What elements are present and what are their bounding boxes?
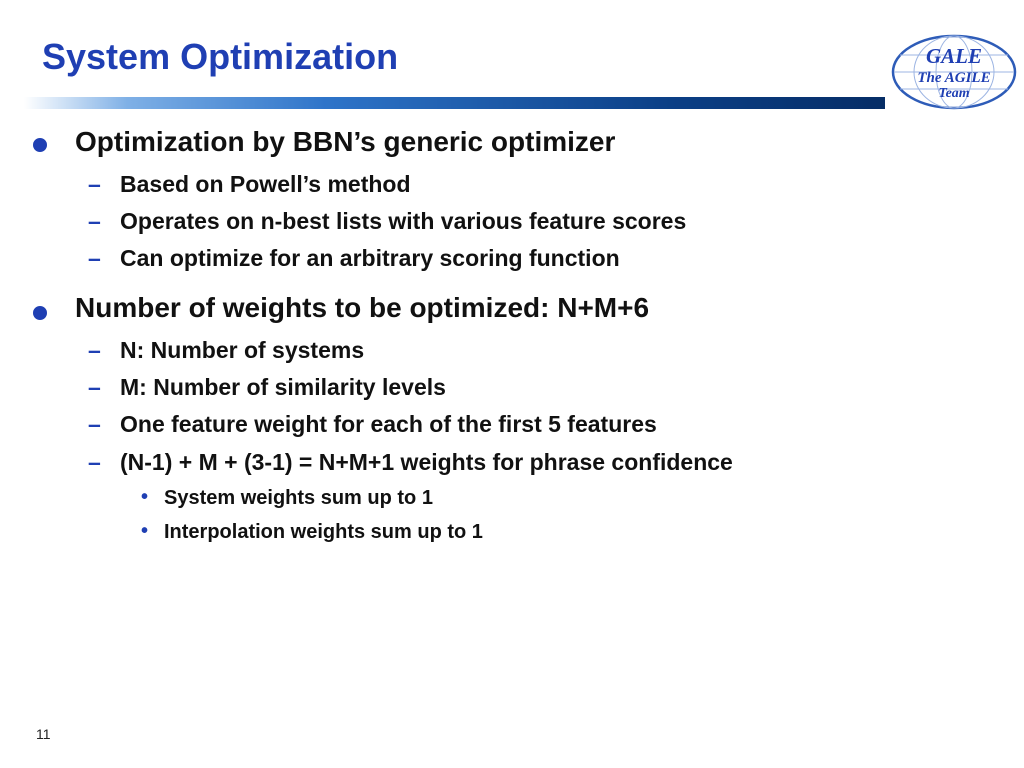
gale-agile-team-logo bbox=[890, 33, 1018, 111]
dash-marker: – bbox=[88, 337, 101, 363]
bullet-dot bbox=[33, 138, 47, 152]
bullet-1-text: Optimization by BBN’s generic optimizer bbox=[75, 126, 616, 157]
dash-marker: – bbox=[88, 208, 101, 234]
small-bullet-marker: • bbox=[141, 486, 149, 508]
bullet-2-sub-4-item-2: Interpolation weights sum up to 1 bbox=[164, 521, 483, 543]
bullet-2-sub-4-item-1: System weights sum up to 1 bbox=[164, 487, 433, 509]
bullet-2-sub-1: N: Number of systems bbox=[120, 337, 365, 363]
dash-marker: – bbox=[88, 171, 101, 197]
dash-marker: – bbox=[88, 374, 101, 400]
page-number: 11 bbox=[36, 726, 51, 742]
bullet-2-text: Number of weights to be optimized: N+M+6 bbox=[75, 292, 650, 323]
logo-line2: The AGILE bbox=[917, 70, 991, 86]
bullet-1-sub-2: Operates on n-best lists with various feature scores bbox=[120, 208, 687, 234]
dash-marker: – bbox=[88, 411, 101, 437]
bullet-2-sub-3: One feature weight for each of the first 5 features bbox=[120, 411, 657, 437]
title-underline-bar bbox=[24, 97, 885, 109]
slide-title: System Optimization bbox=[42, 36, 399, 77]
small-bullet-marker: • bbox=[141, 520, 149, 542]
bullet-2-sub-2: M: Number of similarity levels bbox=[120, 374, 446, 400]
dash-marker: – bbox=[88, 449, 101, 475]
bullet-1-sub-1: Based on Powell’s method bbox=[120, 171, 411, 197]
bullet-1-sub-3: Can optimize for an arbitrary scoring function bbox=[120, 245, 620, 271]
logo-line3: Team bbox=[938, 86, 970, 101]
bullet-2-sub-4: (N-1) + M + (3-1) = N+M+1 weights for phrase confidence bbox=[120, 449, 733, 475]
dash-marker: – bbox=[88, 245, 101, 271]
logo-line1: GALE bbox=[925, 44, 983, 68]
bullet-dot bbox=[33, 306, 47, 320]
